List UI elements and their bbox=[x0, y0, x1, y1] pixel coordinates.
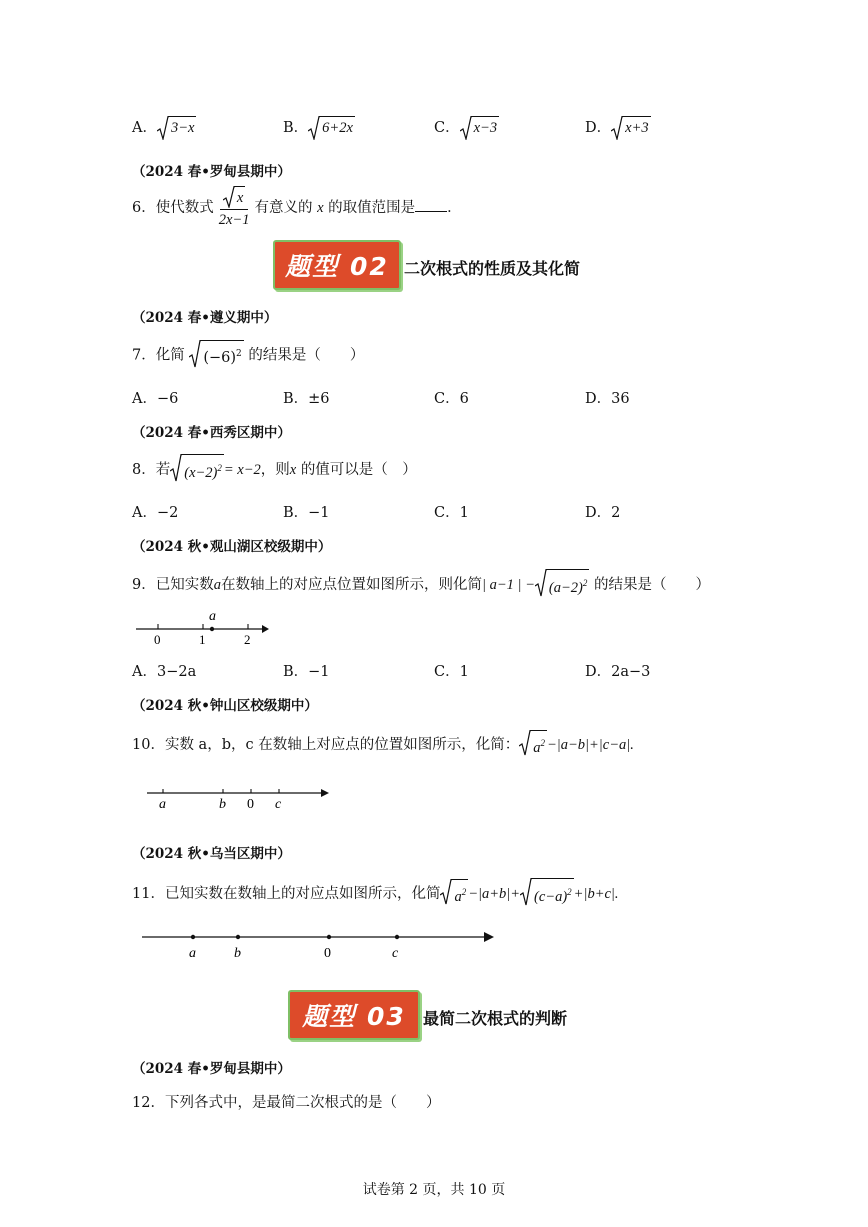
axis-point-label: b bbox=[234, 946, 241, 961]
question-text: 若 bbox=[155, 461, 171, 478]
question-text: 实数 a，b，c 在数轴上对应点的位置如图所示，化简： bbox=[164, 736, 520, 753]
sqrt-expression bbox=[535, 569, 589, 601]
exponent: 2 bbox=[236, 349, 242, 359]
sqrt-expression bbox=[308, 116, 355, 140]
axis-tick-label: 2 bbox=[244, 632, 251, 647]
question-text: ，则 bbox=[260, 461, 290, 478]
option-a: A．3−2a bbox=[132, 664, 197, 680]
axis-tick-label: 1 bbox=[199, 632, 206, 647]
sqrt-expression bbox=[611, 116, 650, 140]
option-a: A．−2 bbox=[132, 505, 179, 521]
sqrt-expression bbox=[170, 454, 224, 486]
axis-point-label: a bbox=[159, 797, 166, 812]
variable: a bbox=[213, 576, 221, 593]
option-a: A．−6 bbox=[132, 391, 179, 407]
axis-point-label: a bbox=[209, 609, 216, 624]
expression-tail: −|a−b|+|c−a|. bbox=[546, 736, 634, 753]
exponent: 2 bbox=[540, 738, 545, 748]
option-c: C．1 bbox=[434, 505, 469, 521]
question-source: （2024 秋•乌当区期中） bbox=[132, 846, 291, 862]
question-text: 已知实数 bbox=[155, 576, 214, 593]
question-source: （2024 春•西秀区期中） bbox=[132, 425, 291, 441]
question-text: 下列各式中，是最简二次根式的是（ ） bbox=[164, 1095, 441, 1111]
number-line-q11 bbox=[140, 925, 500, 965]
question-text: 使代数式 bbox=[155, 200, 214, 216]
question-text: 化简 bbox=[155, 347, 185, 364]
axis-point-label: c bbox=[275, 797, 282, 812]
page-footer: 试卷第 2 页，共 10 页 bbox=[362, 1182, 506, 1198]
question-8 bbox=[132, 454, 417, 486]
expression-tail: +|b+c|. bbox=[573, 885, 619, 902]
sqrt-expression bbox=[519, 730, 547, 760]
question-number: 7． bbox=[132, 347, 156, 364]
section-title: 二次根式的性质及其化简 bbox=[404, 259, 581, 278]
section-badge: 题型 02 bbox=[273, 240, 401, 290]
option-c bbox=[434, 116, 499, 140]
variable: x bbox=[317, 200, 324, 216]
option-d: D．2a−3 bbox=[585, 664, 651, 680]
question-text: 有意义的 bbox=[254, 200, 313, 216]
question-text: 的值可以是（ ） bbox=[300, 461, 417, 478]
radicand: 6+2x bbox=[320, 116, 355, 140]
option-b: B．±6 bbox=[283, 391, 330, 407]
question-number: 11． bbox=[132, 885, 165, 902]
axis-point-label: c bbox=[392, 946, 399, 961]
answer-blank[interactable] bbox=[415, 199, 447, 212]
question-number: 9． bbox=[132, 576, 156, 593]
question-7 bbox=[132, 340, 364, 371]
expression-mid: −|a+b|+ bbox=[468, 885, 521, 902]
option-a bbox=[132, 116, 196, 140]
number-line-q10 bbox=[145, 782, 335, 812]
exponent: 2 bbox=[567, 887, 572, 897]
question-source: （2024 春•罗甸县期中） bbox=[132, 164, 291, 180]
axis-tick-label: 0 bbox=[154, 632, 161, 647]
option-b: B．−1 bbox=[283, 664, 330, 680]
question-number: 6． bbox=[132, 200, 156, 216]
option-c: C．1 bbox=[434, 664, 469, 680]
denominator: 2x−1 bbox=[218, 212, 250, 228]
radicand: (x−2) bbox=[184, 464, 218, 481]
question-10 bbox=[132, 730, 634, 760]
sqrt-expression bbox=[520, 878, 574, 910]
axis-point-label: b bbox=[219, 797, 226, 812]
exponent: 2 bbox=[582, 578, 588, 588]
question-number: 12． bbox=[132, 1095, 165, 1111]
question-source: （2024 秋•观山湖区校级期中） bbox=[132, 539, 332, 555]
option-d: D．36 bbox=[585, 391, 630, 407]
question-number: 8． bbox=[132, 461, 156, 478]
question-9 bbox=[132, 569, 710, 601]
question-source: （2024 春•遵义期中） bbox=[132, 310, 278, 326]
axis-point-label: 0 bbox=[324, 946, 331, 961]
abs-expression: | a−1 | − bbox=[481, 576, 535, 593]
question-text: 的取值范围是 bbox=[328, 200, 416, 216]
radicand: x−3 bbox=[472, 116, 499, 140]
option-d bbox=[585, 116, 651, 140]
option-b bbox=[283, 116, 355, 140]
sqrt-expression bbox=[157, 116, 196, 140]
question-text: 的结果是（ ） bbox=[593, 576, 710, 593]
question-11 bbox=[132, 878, 619, 910]
question-text: 在数轴上的对应点位置如图所示，则化简 bbox=[220, 576, 482, 593]
radicand: (−6) bbox=[203, 349, 237, 366]
option-label: C． bbox=[434, 120, 460, 136]
equation-rhs: = x−2 bbox=[223, 461, 261, 478]
option-label: A． bbox=[132, 120, 157, 136]
axis-point-label: a bbox=[189, 946, 196, 961]
axis-point-label: 0 bbox=[247, 797, 254, 812]
question-12 bbox=[132, 1091, 440, 1112]
section-badge: 题型 03 bbox=[288, 990, 420, 1040]
exponent: 2 bbox=[461, 887, 467, 897]
sqrt-expression bbox=[460, 116, 499, 140]
sqrt-expression bbox=[189, 340, 243, 371]
variable: x bbox=[289, 461, 297, 478]
option-c: C．6 bbox=[434, 391, 469, 407]
option-d: D．2 bbox=[585, 505, 621, 521]
radicand: a bbox=[533, 739, 541, 756]
radicand: a bbox=[454, 888, 462, 905]
number-line-q9 bbox=[132, 606, 272, 648]
radicand: (c−a) bbox=[534, 888, 568, 905]
question-source: （2024 秋•钟山区校级期中） bbox=[132, 698, 318, 714]
question-number: 10． bbox=[132, 736, 165, 753]
radicand: 3−x bbox=[169, 116, 196, 140]
question-6 bbox=[132, 186, 462, 230]
radicand: x+3 bbox=[623, 116, 650, 140]
option-b: B．−1 bbox=[283, 505, 330, 521]
question-text: 的结果是（ ） bbox=[248, 347, 365, 364]
option-label: D． bbox=[585, 120, 612, 136]
radicand: x bbox=[235, 186, 245, 209]
radicand: (a−2) bbox=[548, 579, 583, 596]
question-text: ． bbox=[447, 200, 462, 216]
question-text: 已知实数在数轴上的对应点如图所示，化简 bbox=[164, 885, 441, 902]
sqrt-expression bbox=[440, 879, 468, 909]
section-title: 最简二次根式的判断 bbox=[423, 1009, 568, 1028]
sqrt-expression bbox=[223, 186, 245, 209]
fraction bbox=[216, 186, 253, 230]
question-source: （2024 春•罗甸县期中） bbox=[132, 1061, 291, 1077]
exponent: 2 bbox=[217, 463, 222, 473]
option-label: B． bbox=[283, 120, 309, 136]
